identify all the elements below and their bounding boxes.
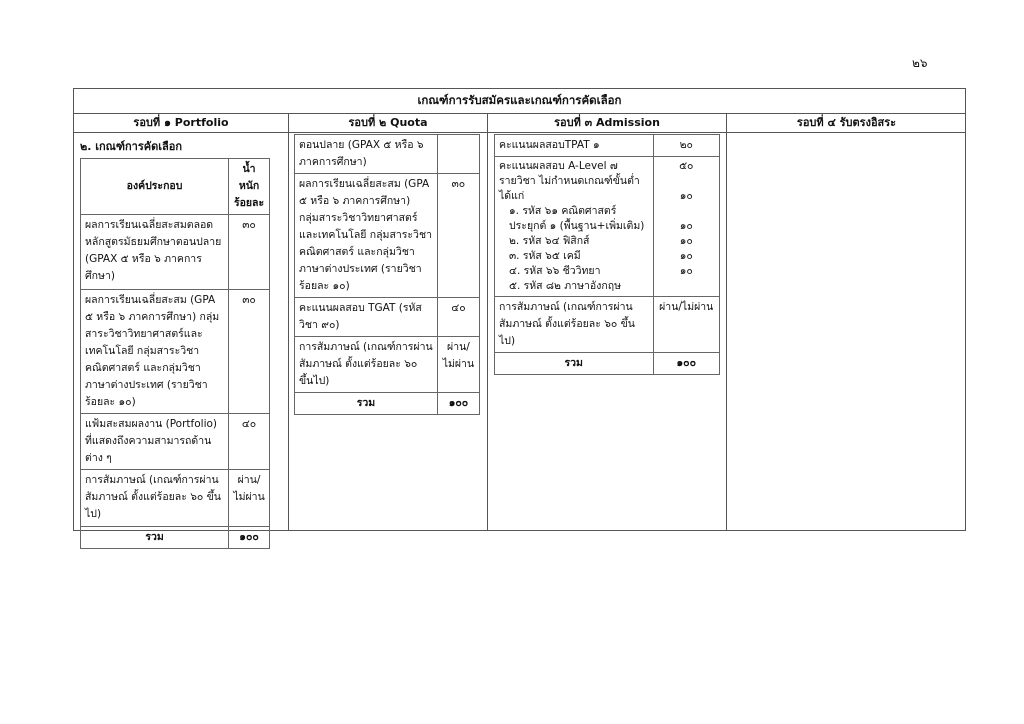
- total-label: รวม: [495, 353, 654, 375]
- interview-label: การสัมภาษณ์ (เกณฑ์การผ่านสัมภาษณ์ ตั้งแต่ร้อยละ ๖๐ ขึ้นไป): [495, 297, 654, 353]
- table-row: [81, 527, 270, 549]
- criteria-weight: ๓๐: [437, 174, 479, 298]
- table-row: [495, 353, 720, 375]
- subject-item: ๑. รหัส ๖๑ คณิตศาสตร์ประยุกต์ ๑ (พื้นฐาน+เพิ่มเติม): [509, 205, 645, 232]
- criteria-label: แฟ้มสะสมผลงาน (Portfolio) ที่แสดงถึงความสามารถด้านต่าง ๆ: [81, 414, 229, 470]
- table-row: [495, 157, 720, 297]
- criteria-table: [73, 88, 966, 543]
- subject-item: ๕. รหัส ๘๒ ภาษาอังกฤษ: [509, 280, 621, 292]
- criteria-weight: ๔๐: [437, 298, 479, 337]
- round-1-criteria-table: [80, 158, 270, 549]
- table-row: [295, 135, 480, 174]
- table-row: [295, 174, 480, 298]
- table-row: [81, 414, 270, 470]
- subject-weight: ๑๐: [679, 235, 693, 247]
- criteria-label: คะแนนผลสอบ TGAT (รหัสวิชา ๙๐): [295, 298, 438, 337]
- round-3-column: [488, 113, 727, 531]
- total-label: รวม: [295, 393, 438, 415]
- criteria-label: ผลการเรียนเฉลี่ยสะสม (GPA ๕ หรือ ๖ ภาคการศึกษา) กลุ่มสาระวิชาวิทยาศาสตร์และเทคโนโลยี กลุ่มสาระวิชาคณิตศาสตร์ และกลุ่มวิชาภาษาต่างประเทศ (รายวิชาร้อยละ ๑๐): [295, 174, 438, 298]
- criteria-weight: ผ่าน/ไม่ผ่าน: [437, 337, 479, 393]
- round-4-column: [727, 113, 966, 531]
- round-2-header: รอบที่ ๒ Quota: [289, 113, 487, 133]
- table-row: [81, 215, 270, 290]
- criteria-label: ตอนปลาย (GPAX ๕ หรือ ๖ ภาคการศึกษา): [295, 135, 438, 174]
- round-2-column: [289, 113, 488, 531]
- criteria-label: ผลการเรียนเฉลี่ยสะสมตลอดหลักสูตรมัธยมศึกษาตอนปลาย (GPAX ๕ หรือ ๖ ภาคการศึกษา): [81, 215, 229, 290]
- alevel-weight: ๕๐: [679, 160, 694, 172]
- table-row: [295, 298, 480, 337]
- subject-weight: ๑๐: [679, 265, 693, 277]
- criteria-weight: ๓๐: [229, 215, 270, 290]
- table-row: [295, 337, 480, 393]
- criteria-weight: [437, 135, 479, 174]
- criteria-label: การสัมภาษณ์ (เกณฑ์การผ่านสัมภาษณ์ ตั้งแต่ร้อยละ ๖๐ ขึ้นไป): [81, 470, 229, 527]
- alevel-weights: [653, 157, 719, 297]
- alevel-label: คะแนนผลสอบ A-Level ๗ รายวิชา ไม่กำหนดเกณฑ์ขั้นต่ำ ได้แก่: [499, 160, 640, 202]
- round-3-header: รอบที่ ๓ Admission: [488, 113, 726, 133]
- criteria-weight: ๔๐: [229, 414, 270, 470]
- table-row: [295, 393, 480, 415]
- criteria-weight: ผ่าน/ไม่ผ่าน: [229, 470, 270, 527]
- subject-weight: ๑๐: [679, 190, 693, 202]
- table-row: [81, 470, 270, 527]
- interview-weight: ผ่าน/ไม่ผ่าน: [653, 297, 719, 353]
- subject-item: ๔. รหัส ๖๖ ชีววิทยา: [509, 265, 601, 277]
- section-title: ๒. เกณฑ์การคัดเลือก: [80, 140, 183, 153]
- round-2-criteria-table: [294, 134, 480, 415]
- round-1-header: รอบที่ ๑ Portfolio: [74, 113, 288, 133]
- table-row: [81, 290, 270, 414]
- tpat-weight: ๒๐: [653, 135, 719, 157]
- criteria-label: การสัมภาษณ์ (เกณฑ์การผ่านสัมภาษณ์ ตั้งแต่ร้อยละ ๖๐ ขึ้นไป): [295, 337, 438, 393]
- weight-header: น้ำหนัก ร้อยละ: [229, 159, 270, 215]
- subject-weight: ๑๐: [679, 220, 693, 232]
- subject-item: ๓. รหัส ๖๕ เคมี: [509, 250, 581, 262]
- alevel-block: [495, 157, 654, 297]
- round-4-header: รอบที่ ๔ รับตรงอิสระ: [727, 113, 966, 133]
- table-row: [495, 135, 720, 157]
- criteria-label: ผลการเรียนเฉลี่ยสะสม (GPA ๕ หรือ ๖ ภาคการศึกษา) กลุ่มสาระวิชาวิทยาศาสตร์และเทคโนโลยี กลุ่มสาระวิชาคณิตศาสตร์ และกลุ่มวิชาภาษาต่างประเทศ (รายวิชาร้อยละ ๑๐): [81, 290, 229, 414]
- table-row: [81, 159, 270, 215]
- round-3-criteria-table: [494, 134, 720, 375]
- subject-weight: ๑๐: [679, 250, 693, 262]
- round-1-column: [74, 113, 289, 543]
- table-title: เกณฑ์การรับสมัครและเกณฑ์การคัดเลือก: [74, 89, 965, 114]
- total-value: ๑๐๐: [229, 527, 270, 549]
- total-value: ๑๐๐: [653, 353, 719, 375]
- page-number: ๒๖: [912, 56, 928, 70]
- table-row: [495, 297, 720, 353]
- criteria-weight: ๓๐: [229, 290, 270, 414]
- subject-item: ๒. รหัส ๖๔ ฟิสิกส์: [509, 235, 590, 247]
- total-value: ๑๐๐: [437, 393, 479, 415]
- total-label: รวม: [81, 527, 229, 549]
- tpat-label: คะแนนผลสอบTPAT ๑: [495, 135, 654, 157]
- component-header: องค์ประกอบ: [81, 159, 229, 215]
